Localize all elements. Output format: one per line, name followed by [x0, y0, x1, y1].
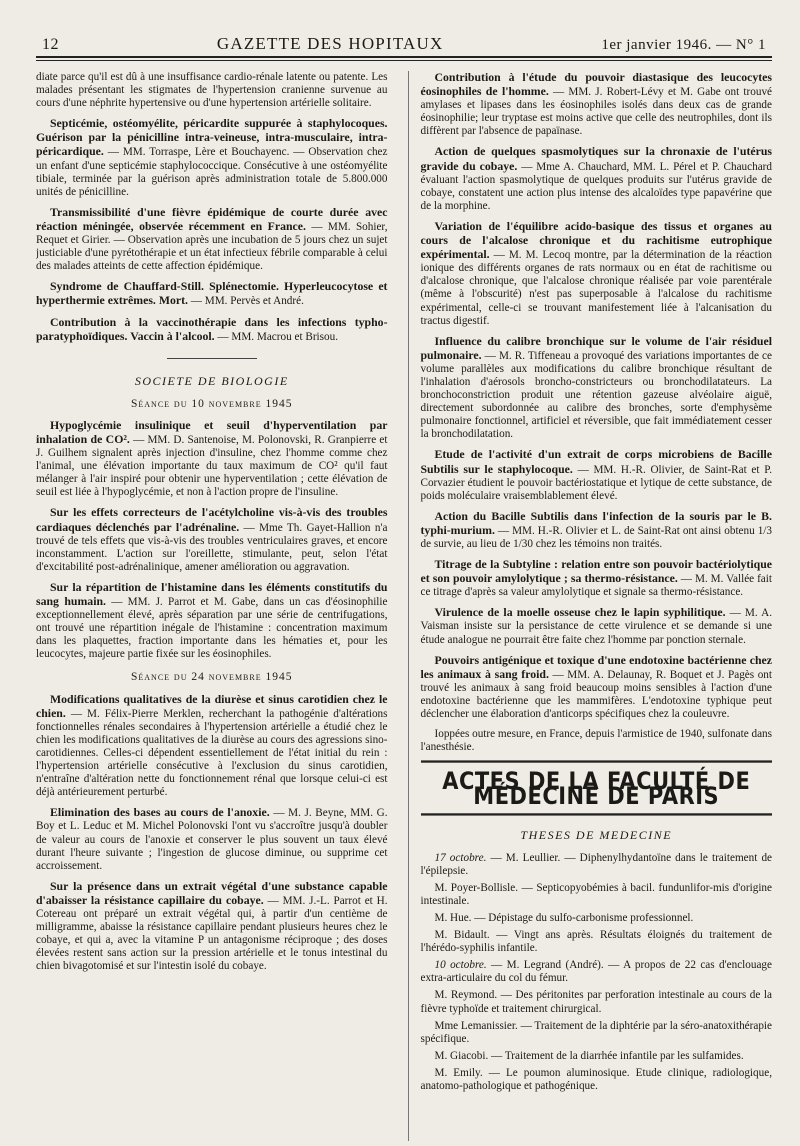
abstract-paragraph — [421, 448, 773, 502]
thesis-entry — [421, 959, 773, 985]
thesis-entry — [421, 1050, 773, 1063]
abstract-paragraph — [421, 220, 773, 328]
abstract-body: — M. Félix-Pierre Merklen, recherchant la pathogénie d'altérations fonctionnelles rénales secondaires à l'hypertension artérielle a étudié chez le chien les modifications qualitatives de la diurèse au cours des agressions sino-carotidiennes. Celles-ci dépendent essentiellement de l'état initial du rein : l'hypertension artérielle consécutive à l'exclusion du sinus carotidien, n'entraîne d'altération nette du fonctionnement rénal que lorsque celui-ci est déjà antérieurement perturbé. — [36, 707, 388, 799]
thesis-date: 10 octobre. — [434, 959, 487, 972]
thesis-text: M. Emily. — Le poumon aluminosique. Etude clinique, radiologique, anatomo-pathologique et pathogénique. — [420, 1066, 772, 1092]
thesis-entry — [421, 1020, 773, 1046]
abstract-paragraph — [421, 728, 773, 754]
abstract-title: Hypoglycémie insulinique et seuil d'hyperventilation par inhalation de CO². — [36, 417, 388, 446]
abstract-title: Septicémie, ostéomyélite, péricardite suppurée à staphylocoques. Guérison par la pénicilline intra-veineuse, intra-musculaire, intra-péricardique. — [36, 116, 388, 159]
thesis-text: — M. Leullier. — Diphenylhydantoïne dans le traitement de l'épilepsie. — [420, 851, 772, 877]
abstract-title: Syndrome de Chauffard-Still. Splénectomie. Hyperleucocytose et hyperthermie extrêmes. Mort. — [36, 279, 388, 308]
abstract-body: — M. M. Vallée fait ce titrage d'après sa valeur amylolytique et signale sa thermo-résistance. — [420, 573, 772, 599]
abstract-paragraph — [36, 117, 388, 199]
thesis-entry — [421, 882, 773, 908]
abstract-body: — Mme Th. Gayet-Hallion n'a trouvé de tels effets que vis-à-vis des troubles ventriculaires graves, et encore inconstamment. L'action sur l'oreillette, stimulante, peut, selon l'état d'excitabilité post-adrénalinique, amener amélioration ou aggravation. — [36, 521, 388, 573]
abstract-body: — MM. A. Delaunay, R. Boquet et J. Pagès ont trouvé les animaux à sang froid beaucoup moins sensibles à l'action d'une endotoxine bactérienne que les mammifères. L'endotoxine typhique peut déclencher une élaboration d'anticorps spécifiques chez la couleuvre. — [420, 668, 772, 721]
left-items-3 — [36, 693, 388, 974]
seance-heading: Séance du 24 novembre 1945 — [130, 671, 293, 684]
thesis-date: 17 octobre. — [434, 851, 487, 864]
society-title: SOCIETE DE BIOLOGIE — [134, 373, 289, 388]
abstract-body: — MM. D. Santenoise, M. Polonovski, R. Granpierre et J. Guilhem signalent après injection d'insuline, chez l'homme comme chez l'animal, une élévation importante du taux maximum de CO² qu'il faut mélanger à l'air inspiré pour obtenir une hyperventilation ; cette élévation de seuil est liée à l'hypoglycémie, et non à l'action propre de l'insuline. — [36, 433, 388, 499]
thesis-text: Mme Lemanissier. — Traitement de la diphtérie par la séro-anatoxithérapie spécifique. — [420, 1019, 772, 1045]
header-rule — [36, 56, 772, 61]
abstract-title: Titrage de la Subtyline : relation entre son pouvoir bactériolytique et son pouvoir amylolytique ; sa thermo-résistance. — [420, 557, 772, 586]
right-items — [421, 71, 773, 754]
abstract-title: Variation de l'équilibre acido-basique des tissus et organes au cours de l'alcalose chronique et du rachitisme eutrophique expérimental. — [420, 218, 772, 262]
thesis-text: M. Giacobi. — Traitement de la diarrhée infantile par les sulfamides. — [434, 1049, 744, 1062]
thesis-text: M. Hue. — Dépistage du sulfo-carbonisme professionnel. — [434, 911, 694, 924]
abstract-body: — MM. Macrou et Brisou. — [214, 330, 338, 343]
abstract-title: Virulence de la moelle osseuse chez le lapin syphilitique. — [434, 605, 726, 620]
thesis-entry — [421, 1067, 773, 1093]
abstract-paragraph — [36, 419, 388, 500]
abstract-title: Transmissibilité d'une fièvre épidémique de courte durée avec réaction méningée, observée récemment en France. — [36, 204, 388, 233]
section-divider — [167, 358, 257, 359]
abstract-body: — MM. H.-R. Olivier et L. de Saint-Rat ont ainsi obtenu 1/3 de survie, au lieu de 1/30 chez les témoins non traités. — [420, 524, 772, 550]
thesis-text: M. Reymond. — Des péritonites par perforation intestinale au cours de la fièvre typhoïde et traitement chirurgical. — [420, 989, 772, 1015]
abstract-body: — MM. J.-L. Parrot et H. Cotereau ont préparé un extrait végétal qui, à partir d'un centième de milligramme, abaisse la résistance capillaire pendant plusieurs heures chez le cobaye, et qui a, avec la vitamine P un antagonisme réciproque ; des doses élevées restent sans action sur la pression artérielle et le tonus intestinal du chien bivagotomisé et sur l'intestin isolé du cobaye. — [36, 894, 388, 973]
abstract-body: — M. R. Tiffeneau a provoqué des variations importantes de ce volume parallèles aux modifications du calibre bronchique résultant de l'inhalation d'aérosols broncho-constricteurs ou bronchodilatateurs. La bronchoconstriction produit une rétention gazeuse alvéolaire aiguë, directement subordonnée au calibre des bronches, sorte d'emphysème pulmonaire fonctionnel, artificiel et réversible, que fait immédiatement cesser la bronchodilatation. — [420, 349, 772, 441]
thesis-entry — [421, 852, 773, 878]
abstract-paragraph — [421, 335, 773, 442]
journal-title: GAZETTE DES HOPITAUX — [216, 34, 444, 53]
abstract-title: Action de quelques spasmolytiques sur la chronaxie de l'utérus gravide du cobaye. — [420, 144, 772, 173]
thesis-text: — M. Legrand (André). — A propos de 22 cas d'enclouage extra-articulaire du col du fémur. — [420, 959, 772, 985]
theses-title: THESES DE MEDECINE — [520, 827, 673, 842]
abstract-paragraph — [421, 510, 773, 551]
abstract-body: — Mme A. Chauchard, MM. L. Pérel et P. Chauchard évaluant l'action spasmolytique de quelques produits sur l'utérus gravide de cobaye, constatent une action plus intense des alcaloïdes type papavérine que de la morphine. — [420, 160, 772, 212]
page-number: 12 — [42, 36, 59, 53]
abstract-body: Ioppées outre mesure, en France, depuis l'armistice de 1940, sulfonate dans l'anesthésie. — [420, 728, 772, 754]
theses-list — [421, 852, 773, 1094]
left-column — [36, 71, 388, 1141]
thesis-entry — [421, 929, 773, 955]
thesis-entry — [421, 912, 773, 925]
columns — [36, 71, 772, 1141]
abstract-title: Sur la répartition de l'histamine dans les éléments constitutifs du sang humain. — [36, 579, 388, 608]
abstract-title: Etude de l'activité d'un extrait de corps microbiens de Bacille Subtilis sur le staphylocoque. — [420, 447, 772, 476]
thesis-text: M. Poyer-Bollisle. — Septicopyobémies à bacil. fundunlifor-mis d'origine intestinale. — [420, 881, 772, 907]
abstract-body: — MM. J. Parrot et M. Gabe, dans un cas d'éosinophilie exceptionnellement élevé, après séparation par une série de centrifugations, ont trouvé une répartition inégale de l'histamine : concentration maximum dans les plaquettes, fraction importante dans les hématies et, pour les leucocytes, majeure partie fixée sur les éosinophiles. — [36, 596, 388, 661]
abstract-paragraph — [36, 506, 388, 573]
acts-title: ACTES DE LA FACULTÉ DE MÉDECINE DE PARIS — [421, 761, 773, 816]
abstract-body: — MM. J. Robert-Lévy et M. Gabe ont trouvé amylases et lipases dans les éosinophiles isolés dans deux cas de grande éosinophilie; leur tryptase est moins active que celle des neutrophiles, dont ils diffèrent par l'absence de papaïnase. — [420, 86, 772, 138]
abstract-title: Influence du calibre bronchique sur le volume de l'air résiduel pulmonaire. — [420, 333, 772, 362]
abstract-title: Action du Bacille Subtilis dans l'infection de la souris par le B. typhi-murium. — [420, 508, 772, 537]
abstract-body: — MM. Pervès et André. — [187, 295, 304, 308]
abstract-paragraph — [421, 606, 773, 646]
abstract-body: — MM. Torraspe, Lère et Bouchayenc. — Observation chez un enfant d'une septicémie staphylococcique. Consécutive à une ostéomyélite tibiale, terminée par la guérison après administration totale de 5.800.000 unités de pénicilline. — [36, 146, 388, 198]
abstract-title: Contribution à la vaccinothérapie dans les infections typho-paratyphoïdiques. Vaccin à l'alcool. — [36, 314, 388, 343]
intro-paragraph: diate parce qu'il est dû à une insuffisance cardio-rénale latente ou patente. Les malades présentant les stigmates de l'hypertension cranienne survenue au cours d'une néphrite hypertensive ou d'une hypertension artérielle solitaire. — [36, 71, 388, 110]
abstract-body: — MM. Sohier, Requet et Girier. — Observation après une incubation de 5 jours chez un sujet justiciable d'une pyrétothérapie et un état infectieux fébrile comparable à celui des malades atteints de cette affection épidémique. — [36, 220, 388, 273]
abstract-paragraph — [36, 206, 388, 273]
abstract-paragraph — [36, 693, 388, 800]
left-items-2 — [36, 419, 388, 662]
running-header — [36, 34, 772, 56]
right-column — [408, 71, 773, 1141]
issue-date: 1er janvier 1946. — N° 1 — [601, 37, 766, 53]
abstract-body: — M. M. Lecoq montre, par la détermination de la réaction ionique des différents organes de rats normaux ou en état de rachitisme ou d'alcalose chronique, que l'alcalose chronique réalisée par voie parentérale (même à l'obscurité) n'est pas superposable à l'alcalose du rachitisme expérimental, celle-ci se trouvant manifestement liée à l'alcanisation du tractus digestif. — [420, 249, 772, 327]
seance-heading: Séance du 10 novembre 1945 — [130, 397, 293, 410]
abstract-paragraph — [36, 880, 388, 974]
abstract-paragraph — [421, 558, 773, 599]
abstract-title: Pouvoirs antigénique et toxique d'une endotoxine bactérienne chez les animaux à sang froid. — [420, 652, 772, 681]
abstract-title: Sur les effets correcteurs de l'acétylcholine vis-à-vis des troubles cardiaques déclenchés par l'adrénaline. — [36, 505, 388, 534]
thesis-entry — [421, 989, 773, 1015]
abstract-body: — MM. H.-R. Olivier, de Saint-Rat et P. Corvazier étudient le pouvoir bactériostatique et lytique de cette substance, de poids moléculaire vraisemblablement élevé. — [420, 463, 772, 502]
thesis-text: M. Bidault. — Vingt ans après. Résultats éloignés du traitement de l'hérédo-syphilis infantile. — [420, 929, 772, 955]
abstract-title: Elimination des bases au cours de l'anoxie. — [50, 805, 270, 820]
abstract-body: — M. J. Beyne, MM. G. Boy et L. Leduc et M. Michel Polonovski l'ont vu s'accroître jusqu'à doubler de valeur au cours de l'anoxie et conserver le plus souvent un taux élevé durant l'heure suivante ; l'ingestion de glucose diminue, ou supprime cet accroissement. — [36, 807, 388, 872]
abstract-title: Sur la présence dans un extrait végétal d'une substance capable d'abaisser la résistance capillaire du cobaye. — [36, 878, 388, 907]
abstract-paragraph — [36, 581, 388, 662]
abstract-paragraph — [36, 806, 388, 872]
abstract-paragraph — [421, 654, 773, 721]
abstract-paragraph — [36, 316, 388, 344]
abstract-paragraph — [421, 145, 773, 212]
abstract-paragraph — [421, 71, 773, 138]
left-items — [36, 117, 388, 343]
abstract-title: Contribution à l'étude du pouvoir diastasique des leucocytes éosinophiles de l'homme. — [420, 71, 772, 99]
abstract-paragraph — [36, 280, 388, 308]
abstract-body: — M. A. Vaisman insiste sur la persistance de cette virulence et se demande si une étude analogue ne pourrait être faite chez l'homme par ponction sternale. — [420, 607, 772, 646]
abstract-title: Modifications qualitatives de la diurèse et sinus carotidien chez le chien. — [36, 691, 388, 720]
